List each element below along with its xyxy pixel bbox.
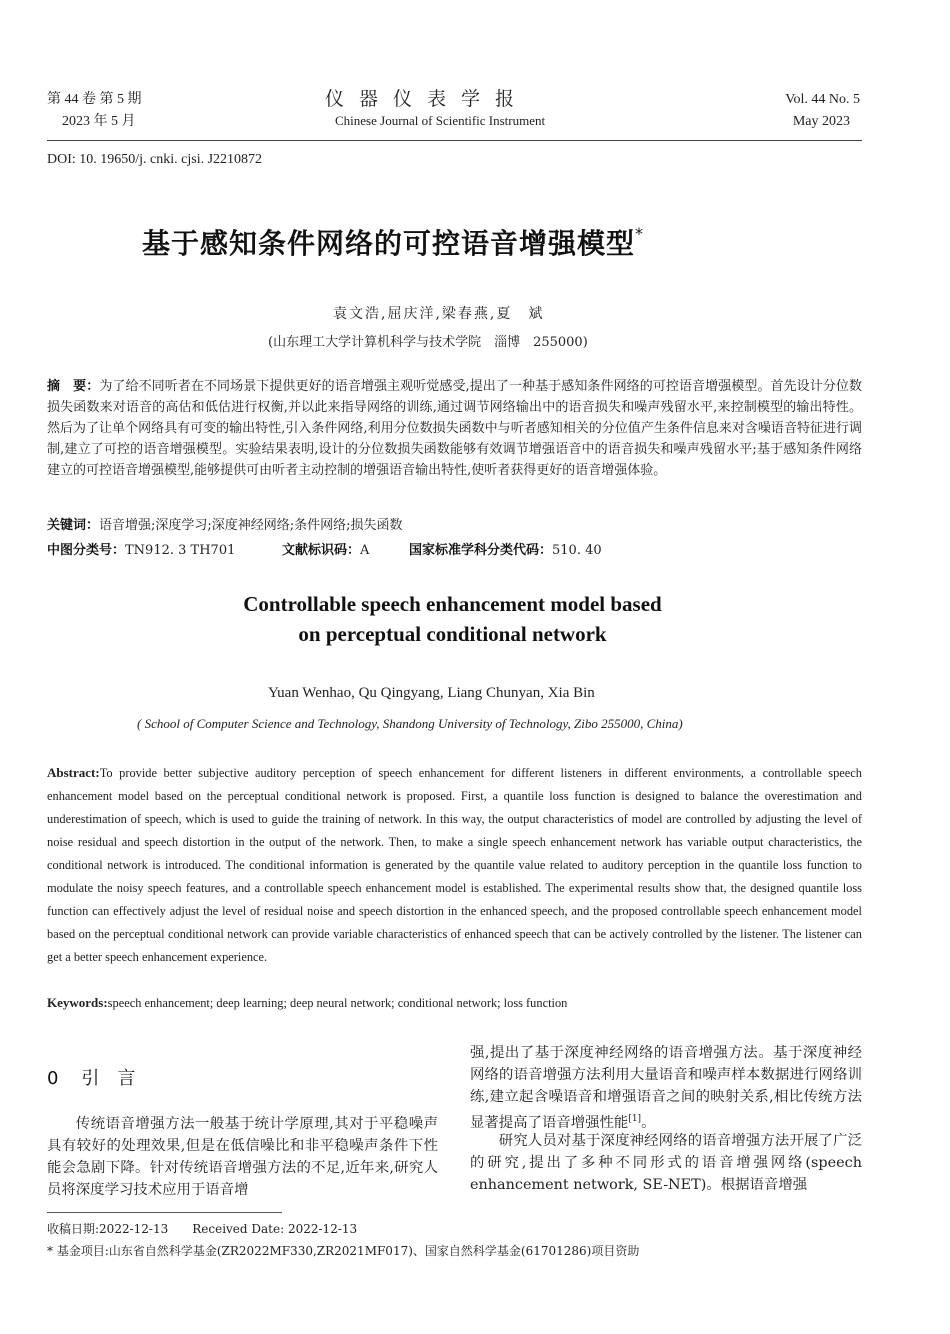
header-date-en: May 2023	[792, 114, 850, 129]
abstract-en-text: To provide better subjective auditory perception of speech enhancement for different listeners in different environments, a controllable speech enhancement model based on the perceptual conditional network is proposed. First, a quantile loss function is designed to balance the overestimation and underestimation of speech, which is used to guide the training of network. In this way, the output characteristics of model are controlled by adjusting the level of noise residual and speech distortion in the output of the network. Then, to make a single speech enhancement network has variable output characteristics, the conditional network is introduced. The conditional information is generated by the quantile value related to auditory perception in the quantile loss function to modulate the noisy speech features, and a controllable speech enhancement model is established. The experimental results show that, the designed quantile loss function can effectively adjust the level of residual noise and speech distortion in the enhanced speech, and the proposed controllable speech enhancement model based on the perceptual conditional network can provide variable characteristics of enhanced speech that can be actively controlled by the listener. The listener can get a better speech enhancement experience.	[47, 766, 862, 964]
abstract-cn-label: 摘 要：	[47, 379, 100, 394]
intro-right-paragraph-2: 研究人员对基于深度神经网络的语音增强方法开展了广泛的研究,提出了多种不同形式的语音增强网络(speech enhancement network, SE-NET)。根据语音增强	[470, 1133, 862, 1193]
paper-title-en-line2: on perceptual conditional network	[298, 622, 607, 646]
keywords-en	[47, 991, 862, 1015]
keywords-en-label: Keywords:	[47, 995, 108, 1010]
keywords-cn	[47, 514, 403, 533]
paper-title-en-line1: Controllable speech enhancement model based	[243, 592, 662, 616]
citation-ref-1: [1]	[628, 1114, 642, 1124]
classification-doc	[282, 539, 369, 558]
header-date-cn: 2023 年 5 月	[62, 114, 136, 129]
keywords-cn-label: 关键词：	[47, 518, 100, 533]
intro-right-paragraph-1	[470, 1042, 862, 1134]
doc-code-value: A	[360, 543, 370, 558]
header-volume-cn: 第 44 卷 第 5 期	[47, 92, 142, 107]
authors-en: Yuan Wenhao, Qu Qingyang, Liang Chunyan, Xia Bin	[268, 685, 595, 701]
intro-left-paragraph: 传统语音增强方法一般基于统计学原理,其对于平稳噪声具有较好的处理效果,但是在低信噪比和非平稳噪声条件下性能会急剧下降。针对传统语音增强方法的不足,近年来,研究人员将深度学习技术应用于语音增	[47, 1116, 438, 1198]
std-code-label: 国家标准学科分类代码：	[409, 543, 553, 558]
doc-code-label: 文献标识码：	[282, 543, 361, 558]
header-rule	[47, 140, 862, 141]
footnote-rule	[47, 1212, 282, 1213]
paper-title-cn-text: 基于感知条件网络的可控语音增强模型	[142, 227, 636, 260]
section-heading	[47, 1064, 135, 1090]
std-code-value: 510. 40	[552, 543, 602, 558]
abstract-en	[47, 761, 862, 969]
classification-std	[409, 539, 602, 558]
journal-title-en: Chinese Journal of Scientific Instrument	[335, 113, 546, 128]
section-number: 0	[47, 1068, 59, 1089]
keywords-cn-text: 语音增强;深度学习;深度神经网络;条件网络;损失函数	[99, 518, 403, 533]
intro-right-paragraph-1-text: 强,提出了基于深度神经网络的语音增强方法。基于深度神经网络的语音增强方法利用大量语音和噪声样本数据进行网络训练,建立起含噪语音和增强语音之间的映射关系,相比传统方法显著提高了语音增强性能	[470, 1045, 862, 1131]
classification-clc	[47, 539, 235, 558]
abstract-cn-text: 为了给不同听者在不同场景下提供更好的语音增强主观听觉感受,提出了一种基于感知条件网络的可控语音增强模型。首先设计分位数损失函数来对语音的高估和低估进行权衡,并以此来指导网络的训练,通过调节网络输出中的语音损失和噪声残留水平,来控制模型的输出特性。然后为了让单个网络具有可变的输出特性,引入条件网络,利用分位数损失函数中与听者感知相关的分位值产生条件信息来对含噪语音特征进行调制,建立了可控的语音增强模型。实验结果表明,设计的分位数损失函数能够有效调节增强语音中的语音损失和噪声残留水平;基于感知条件网络建立的可控语音增强模型,能够提供可由听者主动控制的增强语音输出特性,使听者获得更好的语音增强体验。	[47, 379, 862, 478]
authors-cn: 袁文浩,屈庆洋,梁春燕,夏 斌	[333, 306, 545, 322]
clc-label: 中图分类号：	[47, 543, 126, 558]
intro-right-paragraph-1-end: 。	[641, 1114, 656, 1131]
affiliation-cn: (山东理工大学计算机科学与技术学院 淄博 255000)	[268, 335, 588, 350]
abstract-cn	[47, 376, 862, 481]
paper-title-cn	[142, 222, 644, 262]
doi-line: DOI: 10. 19650/j. cnki. cjsi. J2210872	[47, 152, 263, 167]
section-title: 引 言	[81, 1068, 136, 1089]
footnote-received: 收稿日期:2022-12-13 Received Date: 2022-12-13	[47, 1222, 358, 1236]
clc-value: TN912. 3 TH701	[125, 543, 236, 558]
footnote-fund: * 基金项目:山东省自然科学基金(ZR2022MF330,ZR2021MF017)、国家自然科学基金(61701286)项目资助	[47, 1244, 640, 1258]
keywords-en-text: speech enhancement; deep learning; deep neural network; conditional network; loss function	[107, 996, 568, 1010]
affiliation-en: ( School of Computer Science and Technology, Shandong University of Technology, Zibo 255000, China)	[137, 716, 683, 731]
header-volume-en: Vol. 44 No. 5	[785, 92, 860, 107]
title-footnote-mark: *	[635, 223, 645, 243]
paper-title-en	[100, 589, 805, 649]
abstract-en-label: Abstract:	[47, 765, 100, 780]
journal-title-cn: 仪器仪表学报	[325, 88, 530, 110]
